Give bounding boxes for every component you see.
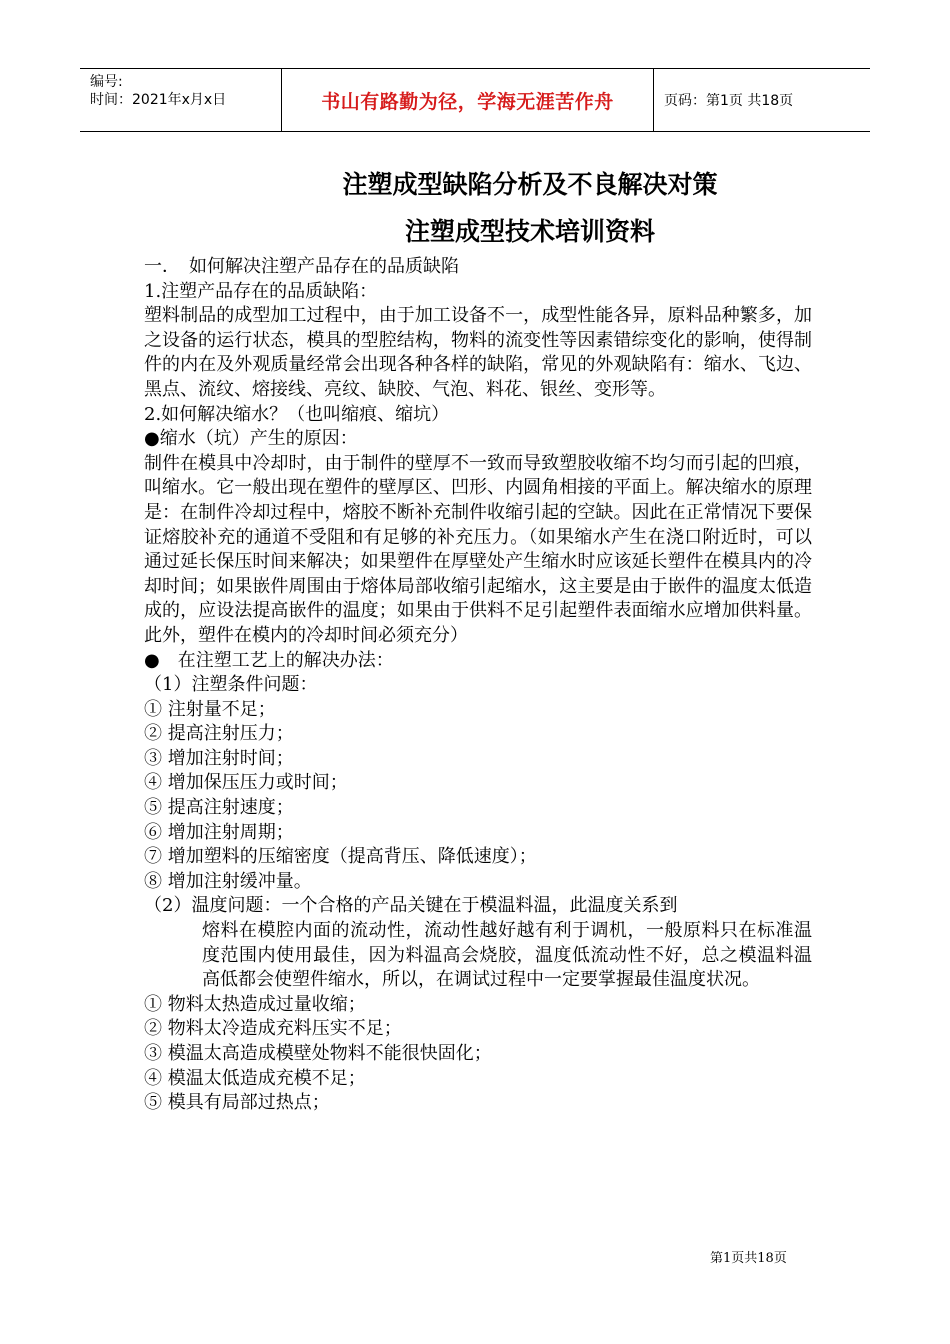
list-item: ① 注射量不足； xyxy=(144,698,276,720)
list-item: ⑦ 增加塑料的压缩密度（提高背压、降低速度）； xyxy=(144,846,537,868)
paragraph: 制件在模具中冷却时，由于制件的壁厚不一致而导致塑胶收缩不均匀而引起的凹痕，叫缩水。它一般出现在塑件的壁厚区、凹形、内圆角相接的平面上。解决缩水的原理是：在制件冷却过程中，熔胶不断补充制件收缩引起的空缺。因此在正常情况下要保证熔胶补充的通道不受阻和有足够的补充压力。（如果缩水产生在浇口附近时，可以通过延长保压时间来解决；如果塑件在厚壁处产生缩水时应该延长塑件在模具内的冷却时间；如果嵌件周围由于熔体局部收缩引起缩水，这主要是由于嵌件的温度太低造成的，应设法提高嵌件的温度；如果由于供料不足引起塑件表面缩水应增加供料量。此外，塑件在模内的冷却时间必须充分） xyxy=(144,452,812,646)
paragraph: 熔料在模腔内面的流动性，流动性越好越有利于调机，一般原料只在标准温度范围内使用最佳，因为料温高会烧胶，温度低流动性不好，总之模温料温高低都会使塑件缩水，所以，在调试过程中一定要掌握最佳温度状况。 xyxy=(202,920,812,991)
list-item: ⑧ 增加注射缓冲量。 xyxy=(144,870,312,892)
list-item: ② 提高注射压力； xyxy=(144,723,294,745)
list-item: ⑤ 提高注射速度； xyxy=(144,797,294,819)
doc-time-label: 时间：2021年x月x日 xyxy=(90,92,227,108)
list-item: ④ 模温太低造成充模不足； xyxy=(144,1067,366,1089)
solution-heading: ● 在注塑工艺上的解决办法： xyxy=(144,649,394,671)
list-item: ① 物料太热造成过量收缩； xyxy=(144,993,366,1015)
list-item: ② 物料太冷造成充料压实不足； xyxy=(144,1018,402,1040)
header-meta xyxy=(80,69,282,131)
list-item: ⑥ 增加注射周期； xyxy=(144,821,294,843)
section-heading: 一． 如何解决注塑产品存在的品质缺陷 xyxy=(144,256,459,277)
doc-number-label: 编号: xyxy=(90,74,123,90)
list-item: ④ 增加保压压力或时间； xyxy=(144,772,348,794)
document-subtitle: 注塑成型技术培训资料 xyxy=(404,217,655,246)
list-item: ③ 模温太高造成模壁处物料不能很快固化； xyxy=(144,1043,492,1064)
document-title: 注塑成型缺陷分析及不良解决对策 xyxy=(342,170,718,199)
header-motto: 书山有路勤为径，学海无涯苦作舟 xyxy=(282,69,654,131)
subsection-heading: 2.如何解决缩水？（也叫缩痕、缩坑） xyxy=(144,403,450,425)
header-page-number: 页码：第1页 共18页 xyxy=(664,93,794,109)
page-footer: 第1页共18页 xyxy=(710,1251,787,1266)
document-body xyxy=(144,255,812,1116)
temperature-heading: （2）温度问题：一个合格的产品关键在于模温料温，此温度关系到 xyxy=(144,895,678,917)
list-item: ③ 增加注射时间； xyxy=(144,747,294,769)
page-header xyxy=(80,68,870,132)
cause-heading: ●缩水（坑）产生的原因： xyxy=(144,428,358,450)
subsection-heading: 1.注塑产品存在的品质缺陷： xyxy=(144,280,378,302)
condition-heading: （1）注塑条件问题： xyxy=(144,674,318,696)
list-item: ⑤ 模具有局部过热点； xyxy=(144,1092,330,1114)
paragraph: 塑料制品的成型加工过程中，由于加工设备不一，成型性能各异，原料品种繁多，加之设备的运行状态，模具的型腔结构，物料的流变性等因素错综变化的影响，使得制件的内在及外观质量经常会出现各种各样的缺陷，常见的外观缺陷有：缩水、飞边、黑点、流纹、熔接线、亮纹、缺胶、气泡、料花、银丝、变形等。 xyxy=(144,305,812,400)
